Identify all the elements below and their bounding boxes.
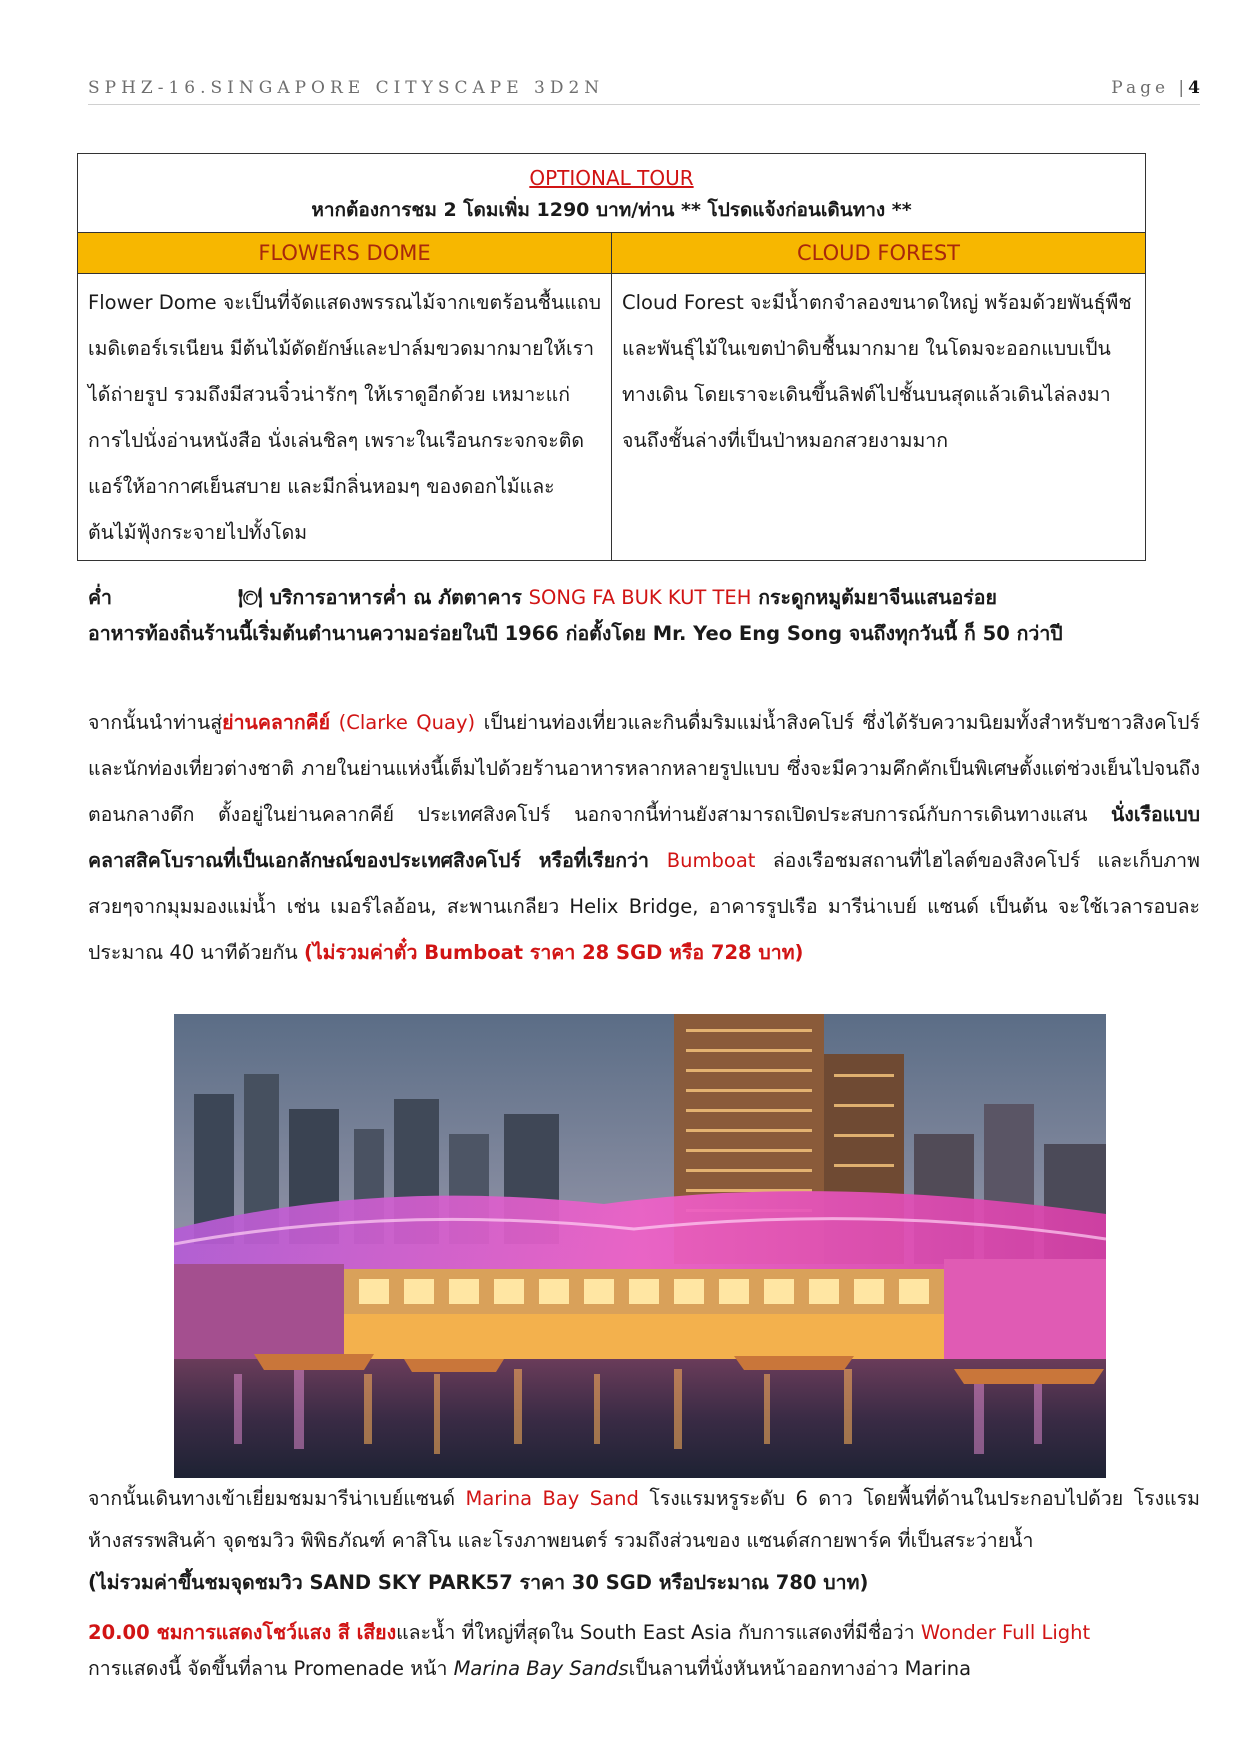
- skypark-price: (ไม่รวมค่าขึ้นชมจุดชมวิว SAND SKY PARK57 ราคา 30 SGD หรือประมาณ 780 บาท): [88, 1571, 869, 1594]
- clarke-quay-name: ย่านคลากคีย์: [222, 711, 331, 734]
- page-number: 4: [1188, 78, 1200, 98]
- optional-tour-note: หากต้องการชม 2 โดมเพิ่ม 1290 บาท/ท่าน ** โปรดแจ้งก่อนเดินทาง **: [311, 199, 912, 221]
- dinner-section: [88, 580, 1200, 652]
- meal-label: ค่ำ: [88, 586, 112, 609]
- flowers-dome-description: Flower Dome จะเป็นที่จัดแสดงพรรณไม้จากเขตร้อนชื้นแถบเมดิเตอร์เรเนียน มีต้นไม้ดัดยักษ์และปาล์มขวดมากมายให้เราได้ถ่ายรูป รวมถึงมีสวนจิ๋วน่ารักๆ ให้เราดูอีกด้วย เหมาะแก่การไปนั่งอ่านหนังสือ นั่งเล่นชิลๆ เพราะในเรือนกระจกจะติดแอร์ให้อากาศเย็นสบาย และมีกลิ่นหอมๆ ของดอกไม้และต้นไม้ฟุ้งกระจายไปทั้งโดม: [78, 274, 612, 561]
- document-title: SPHZ-16.SINGAPORE CITYSCAPE 3D2N: [88, 78, 605, 98]
- marina-bay-name: Marina Bay Sand: [465, 1487, 639, 1510]
- marina-bay-paragraph: จากนั้นเดินทางเข้าเยี่ยมชมมารีน่าเบย์แซนด์ Marina Bay Sand โรงแรมหรูระดับ 6 ดาว โดยพื้นที่ด้านในประกอบไปด้วย โรงแรม ห้างสรรพสินค้า จุดชมวิว พิพิธภัณฑ์ คาสิโน และโรงภาพยนตร์ รวมถึงส่วนของ แซนด์สกายพาร์ค ที่เป็นสระว่ายน้ำ (ไม่รวมค่าขึ้นชมจุดชมวิว SAND SKY PARK57 ราคา 30 SGD หรือประมาณ 780 บาท): [88, 1487, 1200, 1594]
- restaurant-name: SONG FA BUK KUT TEH: [528, 586, 752, 609]
- cloud-forest-description: Cloud Forest จะมีน้ำตกจำลองขนาดใหญ่ พร้อมด้วยพันธุ์พืชและพันธุ์ไม้ในเขตป่าดิบชื้นมากมาย ในโดมจะออกแบบเป็นทางเดิน โดยเราจะเดินขึ้นลิฟต์ไปชั้นบนสุดแล้วเดินไล่ลงมาจนถึงชั้นล่างที่เป็นป่าหมอกสวยงามมาก: [612, 274, 1146, 561]
- dinner-icon: 🍽: [238, 586, 263, 609]
- flowers-dome-heading: FLOWERS DOME: [78, 233, 612, 274]
- optional-tour-title: OPTIONAL TOUR: [529, 166, 694, 190]
- page-header: [88, 74, 1200, 105]
- cloud-forest-heading: CLOUD FOREST: [612, 233, 1146, 274]
- clarke-quay-paragraph: จากนั้นนำท่านสู่ย่านคลากคีย์ (Clarke Quay) เป็นย่านท่องเที่ยวและกินดื่มริมแม่น้ำสิงคโปร์ ซึ่งได้รับความนิยมทั้งสำหรับชาวสิงคโปร์และนักท่องเที่ยวต่างชาติ ภายในย่านแห่งนี้เต็มไปด้วยร้านอาหารหลากหลายรูปแบบ ซึ่งจะมีความคึกคักเป็นพิเศษตั้งแต่ช่วงเย็นไปจนถึงตอนกลางดึก ตั้งอยู่ในย่านคลากคีย์ ประเทศสิงคโปร์ นอกจากนี้ท่านยังสามารถเปิดประสบการณ์กับการเดินทางแสน นั่งเรือแบบคลาสสิคโบราณที่เป็นเอกลักษณ์ของประเทศสิงคโปร์ หรือที่เรียกว่า Bumboat ล่องเรือชมสถานที่ไฮไลต์ของสิงคโปร์ และเก็บภาพสวยๆจากมุมมองแม่น้ำ เช่น เมอร์ไลอ้อน, สะพานเกลียว Helix Bridge, อาคารรูปเรือ มารีน่าเบย์ แซนด์ เป็นต้น จะใช้เวลารอบละประมาณ 40 นาทีด้วยกัน (ไม่รวมค่าตั๋ว Bumboat ราคา 28 SGD หรือ 728 บาท): [88, 711, 1200, 964]
- light-show-paragraph: 20.00 ชมการแสดงโชว์แสง สี เสียงและน้ำ ที่ใหญ่ที่สุดใน South East Asia กับการแสดงที่มีชื่อว่า Wonder Full Light การแสดงนี้ จัดขึ้นที่ลาน Promenade หน้า Marina Bay Sandsเป็นลานที่นั่งหันหน้าออกทางอ่าว Marina: [88, 1621, 1091, 1680]
- bumboat-term: Bumboat: [666, 849, 756, 872]
- clarke-quay-photo: [174, 1014, 1106, 1478]
- show-time-title: 20.00 ชมการแสดงโชว์แสง สี เสียง: [88, 1621, 397, 1644]
- dinner-line-2: อาหารท้องถิ่นร้านนี้เริ่มต้นตำนานความอร่อยในปี 1966 ก่อตั้งโดย Mr. Yeo Eng Song จนถึงทุกวันนี้ ก็ 50 กว่าปี: [88, 622, 1063, 645]
- dinner-text: 🍽 บริการอาหารค่ำ ณ ภัตตาคาร SONG FA BUK KUT TEH กระดูกหมูต้มยาจีนแสนอร่อย: [238, 586, 997, 609]
- optional-tour-table: [77, 153, 1146, 561]
- show-name: Wonder Full Light: [920, 1621, 1091, 1644]
- optional-tour-header: [78, 154, 1146, 233]
- page-number-label: Page |4: [1111, 78, 1200, 98]
- bumboat-price: (ไม่รวมค่าตั๋ว Bumboat ราคา 28 SGD หรือ 728 บาท): [303, 941, 804, 964]
